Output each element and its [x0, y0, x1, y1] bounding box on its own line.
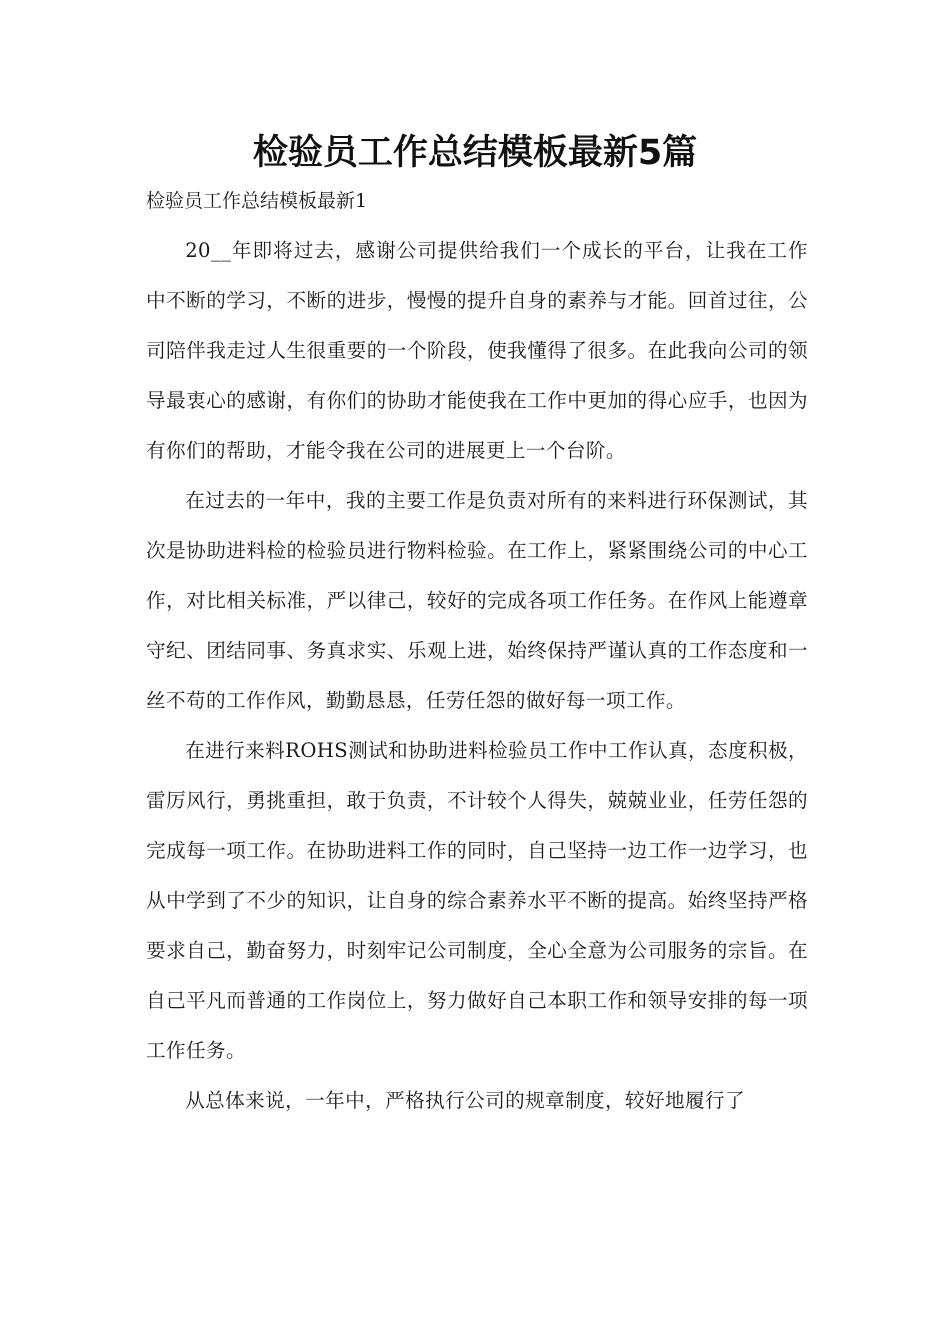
document-body — [146, 226, 808, 1126]
section-heading: 检验员工作总结模板最新1 — [146, 190, 368, 212]
paragraph-2: 在过去的一年中，我的主要工作是负责对所有的来料进行环保测试，其次是协助进料检的检验员进行物料检验。在工作上，紧紧围绕公司的中心工作，对比相关标准，严以律己，较好的完成各项工作任务。在作风上能遵章守纪、团结同事、务真求实、乐观上进，始终保持严谨认真的工作态度和一丝不苟的工作作风，勤勤恳恳，任劳任怨的做好每一项工作。 — [146, 489, 808, 712]
paragraph-3: 在进行来料ROHS测试和协助进料检验员工作中工作认真，态度积极，雷厉风行，勇挑重担，敢于负责，不计较个人得失，兢兢业业，任劳任怨的完成每一项工作。在协助进料工作的同时，自己坚持一边工作一边学习，也从中学到了不少的知识，让自身的综合素养水平不断的提高。始终坚持严格要求自己，勤奋努力，时刻牢记公司制度，全心全意为公司服务的宗旨。在自己平凡而普通的工作岗位上，努力做好自己本职工作和领导安排的每一项工作任务。 — [146, 739, 808, 1062]
paragraph-4: 从总体来说，一年中，严格执行公司的规章制度，较好地履行了 — [185, 1089, 746, 1112]
document-title: 检验员工作总结模板最新5篇 — [252, 133, 698, 173]
paragraph-1: 20__年即将过去，感谢公司提供给我们一个成长的平台，让我在工作中不断的学习，不断的进步，慢慢的提升自身的素养与才能。回首过往，公司陪伴我走过人生很重要的一个阶段，使我懂得了很多。在此我向公司的领导最衷心的感谢，有你们的协助才能使我在工作中更加的得心应手，也因为有你们的帮助，才能令我在公司的进展更上一个台阶。 — [146, 239, 808, 462]
